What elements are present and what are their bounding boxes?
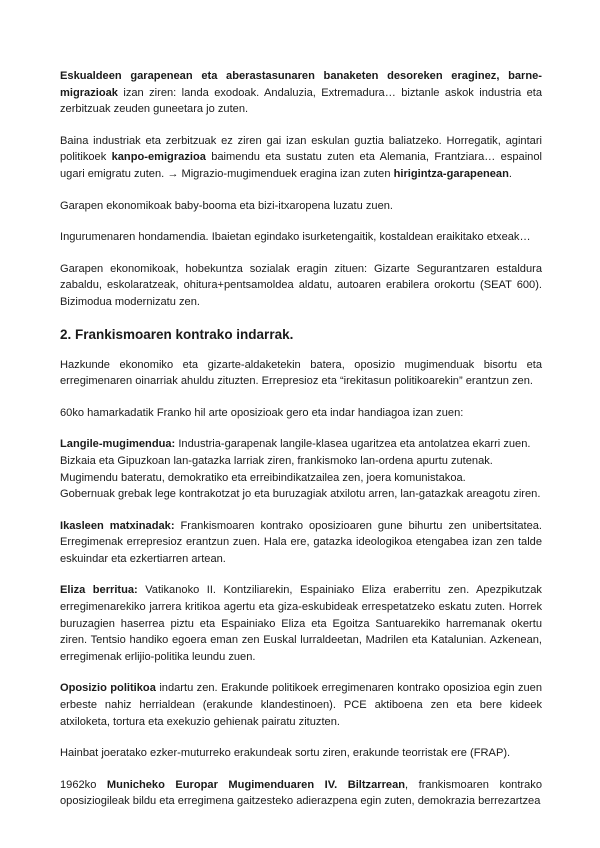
paragraph-baby-boom: Garapen ekonomikoak baby-booma eta bizi-itxaropena luzatu zuen. xyxy=(60,199,394,212)
paragraph-munich: 1962ko Municheko Europar Mugimenduaren IV. Biltzarrean, frankismoaren kontrako oposiziogileak bildu eta erregimena gaitzesteko adierazpena egin zuten, demokrazia berrezartzea xyxy=(60,778,542,808)
paragraph-labor-movement: Langile-mugimendua: Industria-garapenak langile-klasea ugaritzea eta antolatzea ekarri zuen. Bizkaia eta Gipuzkoan lan-gatazka larriak ziren, frankismoko lan-ordena apurtu zutenak. Mugimendu bateratu, demokratiko eta erreibindikatzailea zen, joera komunistakoa. Gobernuak grebak lege kontrakotzat jo eta buruzagiak atxilotu arren, lan-gatazkak areagotu ziren. xyxy=(60,438,541,501)
paragraph-environment: Ingurumenaren hondamendia. Ibaietan egindako isurketengaitik, kostaldean eraikitako etxeak… xyxy=(60,231,531,244)
label-labor-movement: Langile-mugimendua: xyxy=(60,438,176,451)
label-political-opposition: Oposizio politikoa xyxy=(60,682,156,695)
bold-external-emigration: kanpo-emigrazioa xyxy=(111,151,206,164)
paragraph-student-revolts: Ikasleen matxinadak: Frankismoaren kontrako oposizioaren gune bihurtu zen unibertsitatea. Erregimenak errepresioz erantzun zuen. Hala ere, gatazka ideologikoa etengabea izan zen talde eskuindar eta ezkertiarren artean. xyxy=(60,519,542,565)
section-heading: 2. Frankismoaren kontrako indarrak. xyxy=(60,326,294,342)
paragraph-political-opposition: Oposizio politikoa indartu zen. Erakunde politikoek erregimenaren kontrako oposizioa egin zuen erbeste nahiz herrialdean (erakunde klandestinoen). PCE aktiboena zen eta bere kideek atxiloketa, tortura eta exekuzio gehienak pairatu zituzten. xyxy=(60,682,542,728)
paragraph-far-left: Hainbat joeratako ezker-muturreko erakundeak sortu ziren, erakunde teorristak ere (FRAP). xyxy=(60,747,511,760)
paragraph-social-improvements: Garapen ekonomikoak, hobekuntza sozialak eragin zituen: Gizarte Segurantzaren estaldura zabaldu, eskolaratzeak, ohitura+pentsamoldea aldatu, autoaren erabilera orokortu (SEAT 600). Bizimodua modernizatu zen. xyxy=(60,262,542,308)
bold-internal-migration: Eskualdeen garapenean eta aberastasunaren banaketen desoreken eraginez, barne-migrazioak xyxy=(60,70,542,99)
label-church: Eliza berritua: xyxy=(60,584,138,597)
paragraph-church: Eliza berritua: Vatikanoko II. Kontziliarekin, Espainiako Eliza eraberritu zen. Apezpikutzak erregimenarekiko jarrera kritikoa agertu eta giza-eskubideak errespetatzeko eskatu zuten. Horrek buruzagien haserrea piztu eta Espainiako Eliza eta Egoitza Santuarekiko harremanak okertu ziren. Tentsio handiko egoera eman zen Euskal lurraldeetan, Madrilen eta Katalunian. Azkenean, erregimenak erlijio-politika leundu zuen. xyxy=(60,584,542,663)
paragraph-external-emigration: Baina industriak eta zerbitzuak ez ziren gai izan eskulan guztia baliatzeko. Horregatik, agintari politikoek kanpo-emigrazioa baimendu eta sustatu zuten eta Alemania, Frantziara… espainol ugari emigratu zuten. → Migrazio-mugimenduek eragina izan zuten hirigintza-garapenean. xyxy=(60,134,542,180)
document-body xyxy=(60,68,542,810)
paragraph-sixties: 60ko hamarkadatik Franko hil arte oposizioak gero eta indar handiagoa izan zuen: xyxy=(60,406,464,419)
paragraph-internal-migration: Eskualdeen garapenean eta aberastasunaren banaketen desoreken eraginez, barne-migrazioak izan ziren: landa exodoak. Andaluzia, Extremadura… biztanle askok industria eta zerbitzuak zeuden guneetara jo zuten. xyxy=(60,70,542,116)
bold-munich-congress: Municheko Europar Mugimenduaren IV. Biltzarrean xyxy=(106,778,406,791)
bold-urban-development: hirigintza-garapenean xyxy=(393,167,509,180)
label-student-revolts: Ikasleen matxinadak: xyxy=(60,519,175,532)
paragraph-opposition-intro: Hazkunde ekonomiko eta gizarte-aldaketekin batera, oposizio mugimenduak bisortu eta erregimenaren oinarriak ahuldu zituzten. Errepresioz eta “irekitasun politikoarekin” erantzun zen. xyxy=(60,358,542,388)
